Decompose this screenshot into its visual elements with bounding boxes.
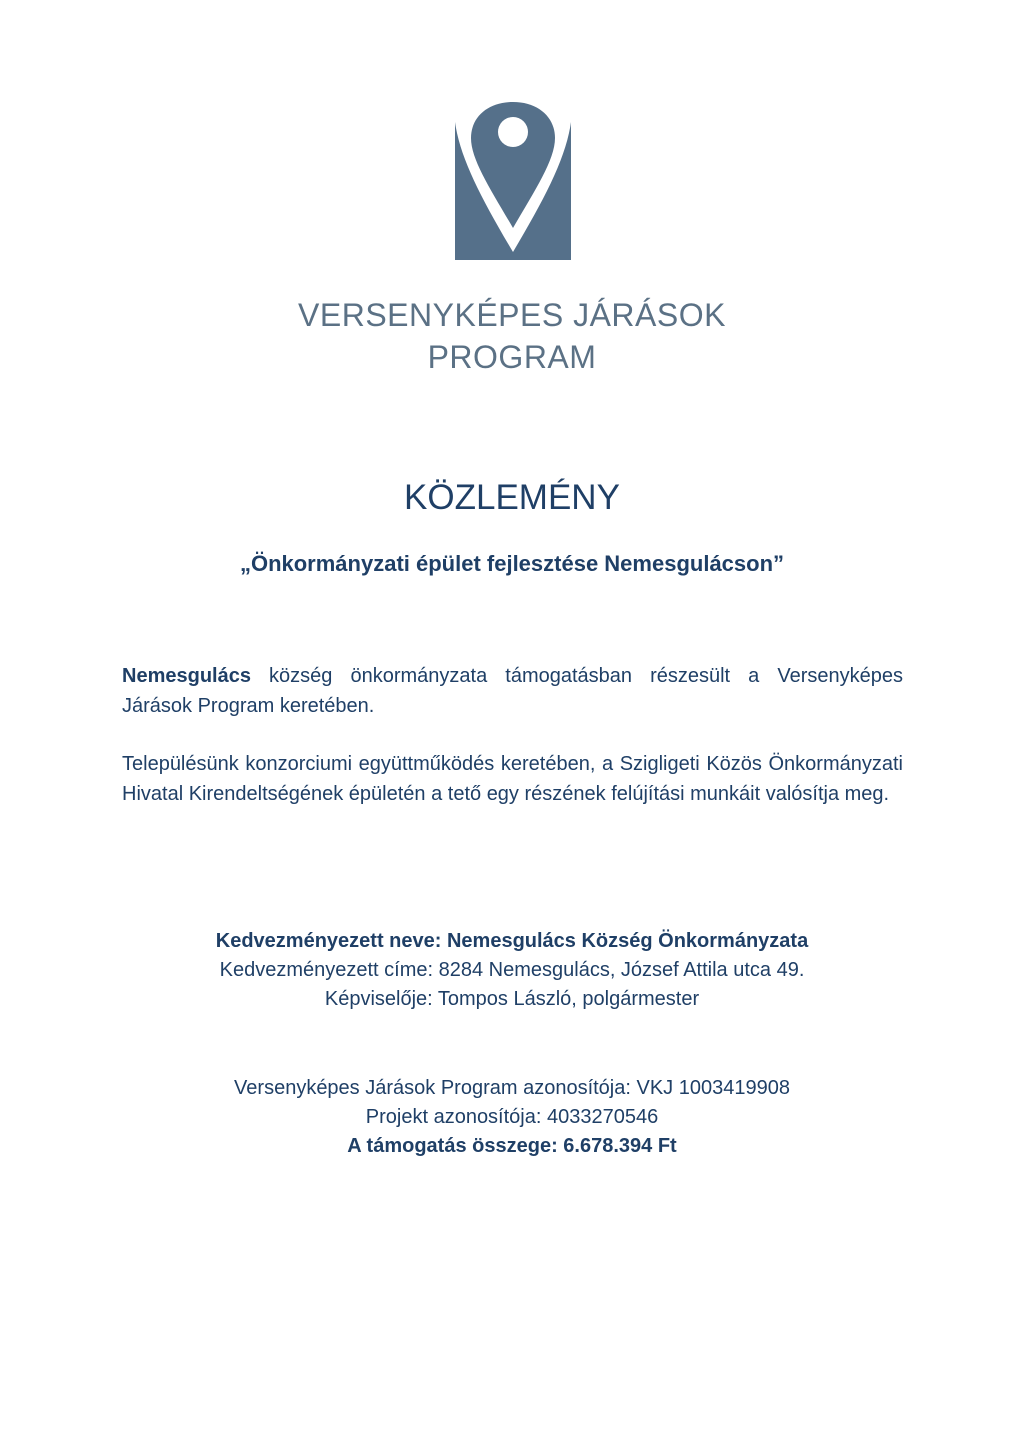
beneficiary-representative: Képviselője: Tompos László, polgármester bbox=[324, 988, 700, 1010]
beneficiary-block bbox=[0, 927, 1024, 1014]
project-description-paragraph: Településünk konzorciumi együttműködés keretében, a Szigligeti Közös Önkormányzati Hivatal Kirendeltségének épületén a tető egy részének felújítási munkáit valósítja meg. bbox=[122, 753, 903, 805]
program-name-line2: PROGRAM bbox=[427, 339, 597, 375]
notice-title: KÖZLEMÉNY bbox=[404, 478, 620, 517]
intro-paragraph bbox=[122, 662, 903, 721]
grant-amount: A támogatás összege: 6.678.394 Ft bbox=[347, 1135, 677, 1157]
municipality-name: Nemesgulács bbox=[122, 665, 251, 687]
intro-paragraph-text: község önkormányzata támogatásban részesült a Versenyképes Járások Program keretében. bbox=[122, 665, 903, 717]
program-identifier: Versenyképes Járások Program azonosítója: VKJ 1003419908 bbox=[234, 1077, 790, 1099]
beneficiary-name: Kedvezményezett neve: Nemesgulács Község Önkormányzata bbox=[215, 930, 809, 952]
logo-pin-hole bbox=[498, 117, 528, 147]
project-title: „Önkormányzati épület fejlesztése Nemesgulácson” bbox=[239, 551, 785, 576]
project-identifier: Projekt azonosítója: 4033270546 bbox=[365, 1106, 659, 1128]
program-name-line1: VERSENYKÉPES JÁRÁSOK bbox=[298, 297, 726, 333]
program-info-block bbox=[0, 1074, 1024, 1161]
program-logo-icon bbox=[455, 100, 573, 262]
beneficiary-address: Kedvezményezett címe: 8284 Nemesgulács, József Attila utca 49. bbox=[219, 959, 805, 981]
